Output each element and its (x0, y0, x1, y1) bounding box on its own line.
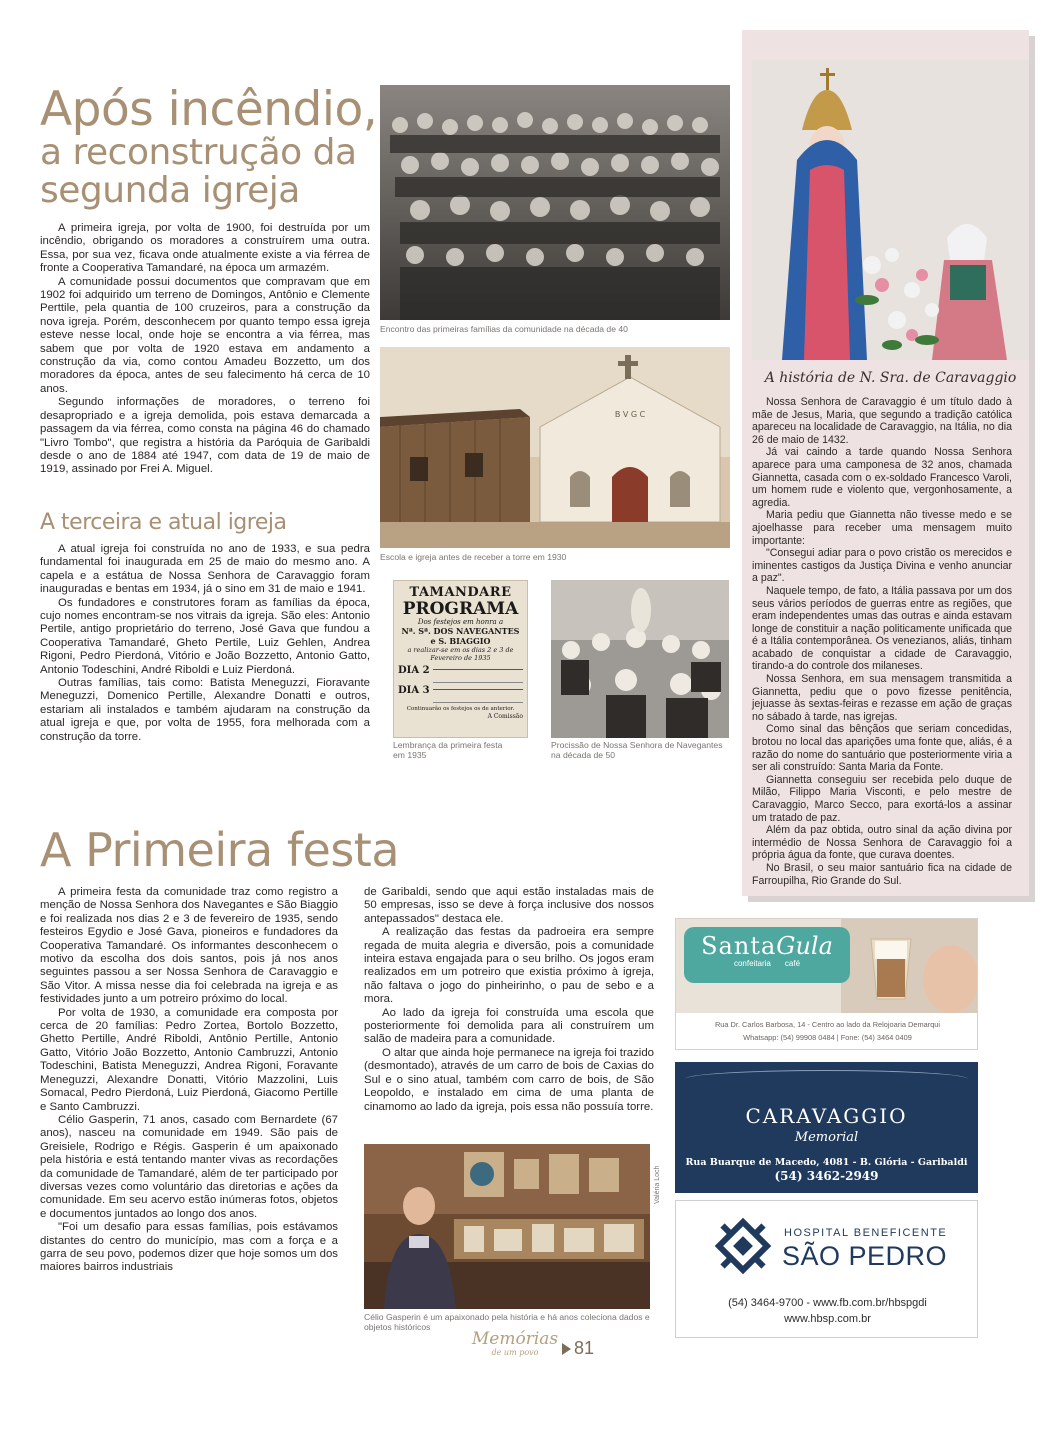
school-caption: Escola e igreja antes de receber a torre em 1930 (380, 552, 567, 562)
paragraph: Segundo informações de moradores, o terreno foi desapropriado e a igreja demolida, pois estava demarcada a passagem da via férrea, como consta na página 46 do chamado "Livro Tombo", que registra a história da Paróquia de Garibaldi desde o ano de 1884 até 1947, com data de 19 de maio de 1919, assinado por Frei A. Miguel. (40, 396, 370, 476)
paragraph: A comunidade possui documentos que compravam que em 1902 foi adquirido um terreno de Domingos, Antônio e Clemente Perttile, pela quantia de 100 cruzeiros, para a construção da nova igreja. Porém, desconhecem por quanto tempo essa igreja esteve nesse local, onde hoje se encontra a via férrea, mas sabem que por volta de 1920 estava em andamento a construção da via, como contou Amadeu Bozzetto, um dos moradores da época, antes de seu falecimento há cerca de 10 anos. (40, 275, 370, 395)
title-line-2: a reconstrução da (40, 132, 357, 173)
sidebar-paragraph: "Consegui adiar para o povo cristão os merecidos e iminentes castigos da Justiça Divina e venho anunciar a paz". (752, 547, 1012, 585)
photo-credit: Valéria Loch (654, 1165, 661, 1204)
sidebar-paragraph: Nossa Senhora de Caravaggio é um título dado à mãe de Jesus, Maria, que segundo a tradição católica apareceu na localidade de Caravaggio, na Itália, no dia 26 de maio de 1432. (752, 396, 1012, 446)
program-heading: PROGRAMA (402, 599, 519, 619)
program-place: TAMANDARE (409, 585, 512, 600)
santa-gula-logo (684, 927, 850, 983)
santa-gula-contacts: Whatsapp: (54) 99908 0484 | Fone: (54) 3464 0409 (743, 1033, 912, 1042)
title-line-1: Após incêndio, (40, 82, 378, 137)
gasperin-photo (364, 1144, 650, 1309)
paragraph: Por volta de 1930, a comunidade era composta por cerca de 20 famílias: Pedro Zortea, Bortolo Bozzetto, Ghetto Pertille, André Riboldi, Antônio Pertille, Antonio Gatto, Vitório João Bozzetto, Antonio Cambruzzi, Antonio Todeschini, Batista Meneguzzi, Andrea Rigoni, Foravante Meneguzzi, Alexandre Donatti, Vitório Mazzolini, Luis Somacal, Pedro Pierdoná, Luiz Pierdoná, Giacomo Pertille e Santo Cambruzzi. (40, 1006, 338, 1113)
paragraph: Os fundadores e construtores foram as famílias da época, cujo nomes encontram-se nos vitrais da igreja. São eles: Antonio Pertile, antigo proprietário do terreno, José Gava que fundou a Cooperativa Tamandaré, Gheto Pertile, Luiz Gehlen, Andrea Rigoni, Pedro Pierdoná, Vitório e João Bozzetto, Antonio Gatto, Antonio Todeschini, André Riboldi e Luiz Pierdoná. (40, 596, 370, 676)
caravaggio-sub: Memorial (794, 1130, 859, 1145)
sidebar-paragraph: Nossa Senhora, em sua mensagem transmitida a Giannetta, pediu que o povo fizesse penitência, jejuasse às sextas-feiras e rezasse em ação de graças no sábado à tarde, nas igrejas. (752, 673, 1012, 723)
santa-gula-sub1: confeitaria (733, 959, 771, 968)
paragraph: A primeira festa da comunidade traz como registro a menção de Nossa Senhora dos Navegantes e São Biaggio e foi realizada nos dias 2 e 3 de fevereiro de 1935, sendo festeiros Egydio e José Gava, pioneiros e fundadores da Cooperativa Tamandaré. Os informantes desconhecem o motivo da escolha dos dois santos, pois já nos anos seguintes passou a ser Nossa Senhora de Caravaggio e São Vitor. A missa nesse dia foi celebrada na igreja e as festividades junto a um potreiro próximo do local. (40, 886, 338, 1006)
sidebar-body (752, 396, 1012, 887)
paragraph: "Foi um desafio para essas famílias, pois estávamos distantes do centro do município, mas com a força e a garra de seu povo, podemos dizer que hoje somos um dos maiores bairros industriais (40, 1221, 338, 1274)
sidebar-paragraph: Como sinal das bênçãos que seriam concedidas, brotou no local das aparições uma fonte que, aliás, é a razão do nome do santuário que posteriormente viria a ser ali construído: Santa Maria da Fonte. (752, 723, 1012, 774)
program-signature: A Comissão (487, 713, 523, 720)
paragraph: A atual igreja foi construída no ano de 1933, e sua pedra fundamental foi inaugurada em 25 de maio do mesmo ano. A capela e a estátua de Nossa Senhora de Caravaggio foram inauguradas e bentas em 1934, já o sino em 31 de maio e 1941. (40, 543, 370, 596)
sidebar-paragraph: Giannetta conseguiu ser recebida pelo duque de Milão, Filippo Maria Visconti, e pelo mestre de Caravaggio, Marco Secco, para exortá-los a assinar um tratado de paz. (752, 773, 1012, 824)
program-line2: Nª. Sª. DOS NAVEGANTES (401, 626, 520, 636)
hospital-line1: HOSPITAL BENEFICENTE (784, 1227, 948, 1239)
sidebar-paragraph: No Brasil, o seu maior santuário fica na cidade de Farroupilha, Rio Grande do Sul. (752, 861, 1012, 887)
hospital-logo-icon (712, 1215, 774, 1277)
families-photo (380, 85, 730, 320)
caravaggio-address: Rua Buarque de Macedo, 4081 - B. Glória - Garibaldi (685, 1157, 968, 1168)
article-title (40, 82, 380, 211)
hospital-sao-pedro-ad[interactable] (675, 1200, 978, 1338)
program-footer: Continuarão os festejos os de anterior. (406, 706, 515, 712)
sidebar-paragraph: Naquele tempo, de fato, a Itália passava por um dos seus vários períodos de guerras entre as regiões, que eram independentes umas das outras e ainda estavam longe de constituir a nação politicamente unificada que é a Itália contemporânea. Os venezianos, aliás, tinham acabado de conquistar a cidade de Caravaggio, tirando-a do controle dos milaneses. (752, 584, 1012, 673)
santa-gula-sub2: café (784, 959, 801, 968)
article2-title: A Primeira festa (40, 823, 400, 877)
caravaggio-memorial-ad[interactable] (675, 1062, 978, 1193)
caravaggio-phone: (54) 3462-2949 (774, 1169, 879, 1183)
article2-col2 (364, 886, 654, 1114)
subtitle-third-church: A terceira e atual igreja (40, 510, 287, 535)
caravaggio-name: CARAVAGGIO (745, 1104, 908, 1128)
statue-photo (752, 60, 1029, 360)
footer-brand-sub: de um povo (491, 1348, 539, 1357)
sidebar-title: A história de N. Sra. de Caravaggio (764, 370, 1017, 386)
program-line1: Dos festejos em honra a (417, 618, 504, 626)
hospital-contact1: (54) 3464-9700 - www.fb.com.br/hbspgdi (728, 1297, 927, 1309)
festival-program-photo (393, 580, 528, 738)
program-line3: e S. BIAGGIO (430, 636, 491, 646)
page-number: 81 (574, 1338, 595, 1358)
footer-arrow-icon (562, 1343, 571, 1355)
paragraph: A realização das festas da padroeira era sempre regada de muita alegria e diversão, pois a comunidade inteira estava engajada para o seu brilho. Os jogos eram realizados em um potreiro que existia próximo à igreja, não faltava o jogo do pinheirinho, o pau de sebo e a mora. (364, 926, 654, 1006)
families-caption: Encontro das primeiras famílias da comunidade na década de 40 (380, 324, 628, 334)
hospital-line2: SÃO PEDRO (782, 1241, 948, 1271)
paragraph: Outras famílias, tais como: Batista Meneguzzi, Fioravante Meneguzzi, Domenico Pertille, Alexandre Donatti e outros, estariam ali instalados e também ajudaram na construção da atual igreja e que, por volta de 1955, fora melhorada com a construção da torre. (40, 677, 370, 743)
procession-caption: Procissão de Nossa Senhora de Navegantes na década de 50 (551, 740, 723, 761)
paragraph: A primeira igreja, por volta de 1900, foi destruída por um incêndio, obrigando os moradores a construírem uma outra. Essa, por sua vez, ficava onde atualmente existe a via férrea de fronte a Cooperativa Tamandaré, na época um armazém. (40, 222, 370, 275)
sidebar-paragraph: Já vai caindo a tarde quando Nossa Senhora aparece para uma camponesa de 32 anos, chamada Giannetta, casada com o ex-soldado Francesco Varoli, um homem rude e violento que, vergonhosamente, a agredia. (752, 446, 1012, 509)
coffee-cup-icon (841, 919, 978, 1013)
article1-body (40, 222, 370, 477)
sidebar-paragraph: Maria pediu que Giannetta não tivesse medo e se ajoelhasse para receber uma mensagem muito importante: (752, 509, 1012, 547)
paragraph: Ao lado da igreja foi construída uma escola que posteriormente foi demolida para ali construírem um salão de madeira para a comunidade. (364, 1006, 654, 1046)
sidebar-paragraph: Além da paz obtida, outro sinal da ação divina por intermédio de Nossa Senhora de Caravaggio foi a própria água da fonte, que curava doentes. (752, 824, 1012, 862)
program-line4: a realizar-se em os dias 2 e 3 de Fevereiro de 1935 (407, 646, 514, 662)
gasperin-caption: Célio Gasperin é um apaixonado pela história e há anos coleciona dados e objetos históricos (364, 1312, 650, 1333)
santa-gula-brand1: Santa (701, 932, 777, 960)
paragraph: de Garibaldi, sendo que aqui estão instaladas mais de 50 empresas, isso se deve à força inclusive dos nossos antepassados" destaca ele. (364, 886, 654, 925)
article2-col1 (40, 886, 338, 1275)
procession-photo (551, 580, 729, 738)
article1-body-2 (40, 543, 370, 744)
school-church-photo (380, 347, 730, 548)
paragraph: O altar que ainda hoje permanece na igreja foi trazido (desmontado), através de um carro de bois de Caxias do Sul e o sino atual, também com carro de bois, de São Leopoldo, e instalado em cima de uma planta de cinamomo ao lado da igreja, pois essa não possuía torre. (364, 1046, 654, 1113)
santa-gula-address: Rua Dr. Carlos Barbosa, 14 - Centro ao lado da Relojoaria Demarqui (714, 1020, 941, 1029)
program-caption: Lembrança da primeira festa em 1935 (393, 740, 503, 761)
paragraph: Célio Gasperin, 71 anos, casado com Bernardete (67 anos), nasceu na comunidade em 1949. São pais de Greisiele, Rodrigo e Régis. Gasperin é um apaixonado pela história e está tentando manter vivas as recordações da comunidade de Tamandaré, além de ter participado por diversas vezes como voluntário das diretorias e ações da comunidade. Em seu acervo estão inúmeras fotos, objetos e documentos juntados ao longo dos anos. (40, 1113, 338, 1220)
title-line-3: segunda igreja (40, 170, 300, 211)
footer-brand-main: Memórias (471, 1329, 559, 1349)
church-facade-text: B V G C (614, 410, 646, 419)
santa-gula-brand2: Gula (776, 932, 833, 960)
program-day1: DIA 2 (398, 665, 430, 676)
footer-brand (470, 1331, 560, 1357)
hospital-contact2: www.hbsp.com.br (784, 1313, 871, 1325)
santa-gula-ad[interactable] (675, 918, 978, 1050)
program-day2: DIA 3 (398, 685, 430, 696)
